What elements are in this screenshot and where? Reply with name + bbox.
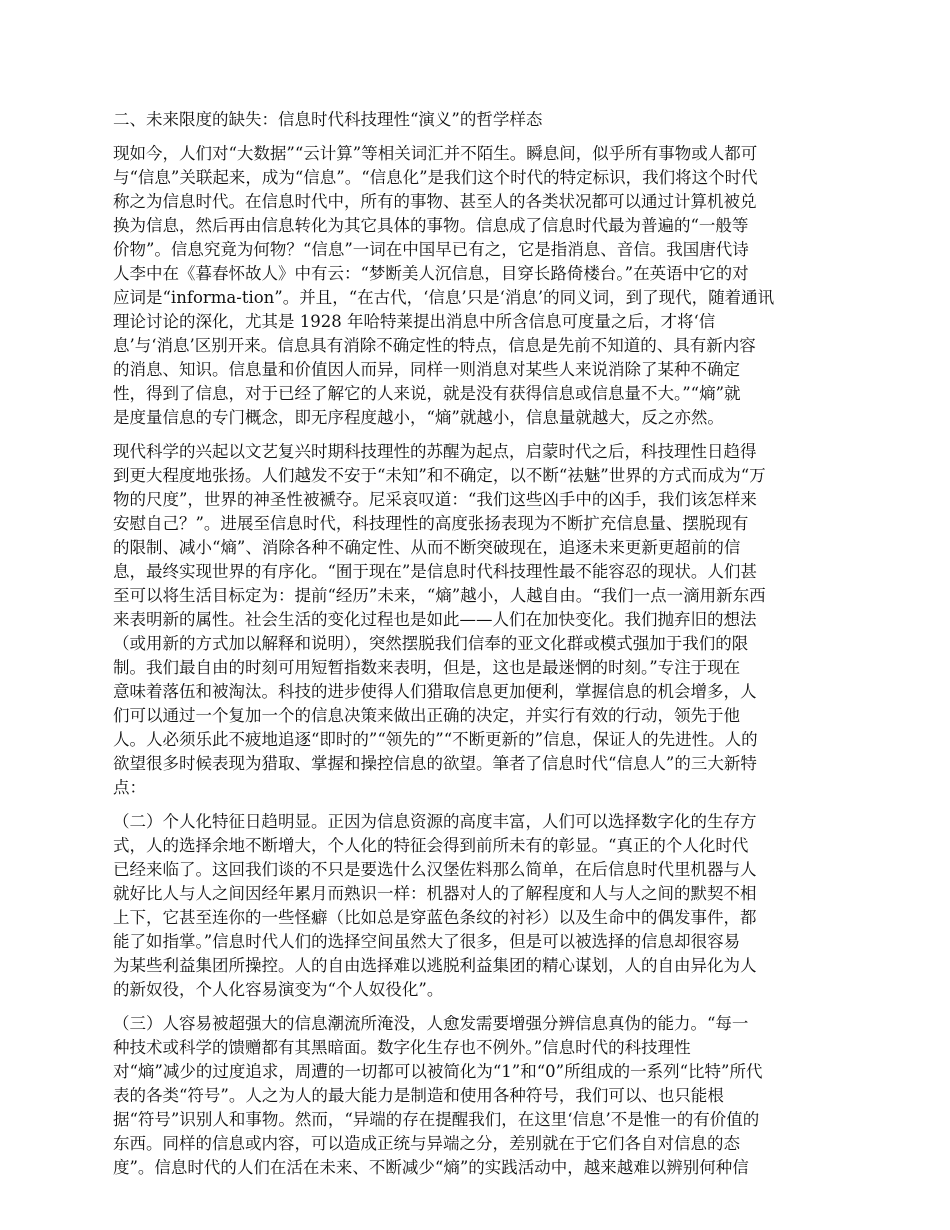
text-line: 制。我们最自由的时刻可用短暂指数来表明，但是，这也是最迷惘的时刻。”专注于现在 bbox=[113, 658, 741, 677]
text-line: 的消息、知识。信息量和价值因人而异，同样一则消息对某些人来说消除了某种不确定 bbox=[113, 360, 740, 379]
text-line: 的新奴役，个人化容易演变为“个人奴役化”。 bbox=[113, 980, 444, 999]
text-line: 至可以将生活目标定为：提前“经历”未来，“熵”越小，人越自由。“我们一点一滴用新东西 bbox=[113, 586, 766, 605]
text-line: 称之为信息时代。在信息时代中，所有的事物、甚至人的各类状况都可以通过计算机被兑 bbox=[113, 192, 757, 211]
text-line: （二）个人化特征日趋明显。正因为信息资源的高度丰富，人们可以选择数字化的生存方 bbox=[113, 812, 757, 831]
text-line: 现如今，人们对“大数据”“云计算”等相关词汇并不陌生。瞬息间，似乎所有事物或人都可 bbox=[113, 144, 758, 163]
text-line: 意味着落伍和被淘汰。科技的进步使得人们猎取信息更加便利，掌握信息的机会增多，人 bbox=[113, 682, 757, 701]
text-line: 息’与‘消息’区别开来。信息具有消除不确定性的特点，信息是先前不知道的、具有新内容 bbox=[113, 336, 756, 355]
text-line: 到更大程度地张扬。人们越发不安于“未知”和不确定，以不断“祛魅”世界的方式而成为“万 bbox=[113, 466, 766, 485]
text-line: 能了如指掌。”信息时代人们的选择空间虽然大了很多，但是可以被选择的信息却很容易 bbox=[113, 932, 741, 951]
text-line: （三）人容易被超强大的信息潮流所淹没，人愈发需要增强分辨信息真伪的能力。“每一 bbox=[113, 1014, 749, 1033]
text-line: 们可以通过一个复加一个的信息决策来做出正确的决定，并实行有效的行动，领先于他 bbox=[113, 706, 740, 725]
text-line: 东西。同样的信息或内容，可以造成正统与异端之分，差别就在于它们各自对信息的态 bbox=[113, 1134, 740, 1153]
text-line: 物的尺度”，世界的神圣性被褫夺。尼采哀叹道：“我们这些凶手中的凶手，我们该怎样来 bbox=[113, 490, 757, 509]
text-line: 就好比人与人之间因经年累月而熟识一样：机器对人的了解程度和人与人之间的默契不相 bbox=[113, 884, 757, 903]
text-line: 式，人的选择余地不断增大，个人化的特征会得到前所未有的彰显。“真正的个人化时代 bbox=[113, 836, 749, 855]
text-line: 种技术或科学的馈赠都有其黑暗面。数字化生存也不例外。”信息时代的科技理性 bbox=[113, 1038, 691, 1057]
text-line: 人。人必须乐此不疲地追逐“即时的”“领先的”“不断更新的”信息，保证人的先进性。人的 bbox=[113, 730, 758, 749]
paragraph-technological-rationality bbox=[113, 440, 843, 800]
text-line: 理论讨论的深化，尤其是 1928 年哈特莱提出消息中所含信息可度量之后，才将‘信 bbox=[113, 312, 716, 331]
text-line: 据“符号”识别人和事物。然而，“异端的存在提醒我们，在这里‘信息’不是惟一的有价值的 bbox=[113, 1110, 760, 1129]
text-line: 现代科学的兴起以文艺复兴时期科技理性的苏醒为起点，启蒙时代之后，科技理性日趋得 bbox=[113, 442, 757, 461]
text-line: 应词是“informa-tion”。并且，“在古代，‘信息’只是‘消息’的同义词，到了现代，随着通讯 bbox=[113, 288, 775, 307]
text-line: 对“熵”减少的过度追求，周遭的一切都可以被简化为“1”和“0”所组成的一系列“比特”所代 bbox=[113, 1062, 763, 1081]
text-line: 价物”。信息究竟为何物？“信息”一词在中国早已有之，它是指消息、音信。我国唐代诗 bbox=[113, 240, 749, 259]
text-line: 换为信息，然后再由信息转化为其它具体的事物。信息成了信息时代最为普遍的“一般等 bbox=[113, 216, 749, 235]
text-line: 与“信息”关联起来，成为“信息”。“信息化”是我们这个时代的特定标识，我们将这个时代 bbox=[113, 168, 758, 187]
text-line: 的限制、减小“熵”、消除各种不确定性、从而不断突破现在，追逐未来更新更超前的信 bbox=[113, 538, 741, 557]
paragraph-information-flood bbox=[113, 1012, 843, 1180]
text-line: 息，最终实现世界的有序化。“囿于现在”是信息时代科技理性最不能容忍的现状。人们甚 bbox=[113, 562, 757, 581]
paragraph-information-definition bbox=[113, 142, 843, 430]
text-line: （或用新的方式加以解释和说明），突然摆脱我们信奉的亚文化群或模式强加于我们的限 bbox=[113, 634, 749, 653]
text-line: 度”。信息时代的人们在活在未来、不断减少“熵”的实践活动中，越来越难以辨别何种信 bbox=[113, 1158, 749, 1177]
text-line: 安慰自己？”。进展至信息时代，科技理性的高度张扬表现为不断扩充信息量、摆脱现有 bbox=[113, 514, 749, 533]
text-line: 性，得到了信息，对于已经了解它的人来说，就是没有获得信息或信息量不大。”“熵”就 bbox=[113, 384, 741, 403]
text-line: 表的各类“符号”。人之为人的最大能力是制造和使用各种符号，我们可以、也只能根 bbox=[113, 1086, 724, 1105]
text-line: 点： bbox=[113, 778, 146, 797]
text-line: 上下，它甚至连你的一些怪癖（比如总是穿蓝色条纹的衬衫）以及生命中的偶发事件，都 bbox=[113, 908, 757, 927]
section-heading: 二、未来限度的缺失：信息时代科技理性“演义”的哲学样态 bbox=[113, 110, 543, 129]
text-line: 是度量信息的专门概念，即无序程度越小，“熵”就越小，信息量就越大，反之亦然。 bbox=[113, 408, 724, 427]
paragraph-personalization bbox=[113, 810, 843, 1002]
text-line: 为某些利益集团所操控。人的自由选择难以逃脱利益集团的精心谋划，人的自由异化为人 bbox=[113, 956, 757, 975]
text-line: 已经来临了。这回我们谈的不只是要选什么汉堡佐料那么简单，在后信息时代里机器与人 bbox=[113, 860, 757, 879]
text-line: 来表明新的属性。社会生活的变化过程也是如此——人们在加快变化。我们抛弃旧的想法 bbox=[113, 610, 757, 629]
text-line: 欲望很多时候表现为猎取、掌握和操控信息的欲望。筆者了信息时代“信息人”的三大新特 bbox=[113, 754, 757, 773]
text-line: 人李中在《暮春怀故人》中有云：“梦断美人沉信息，目穿长路倚楼台。”在英语中它的对 bbox=[113, 264, 749, 283]
document-page bbox=[113, 108, 843, 1190]
